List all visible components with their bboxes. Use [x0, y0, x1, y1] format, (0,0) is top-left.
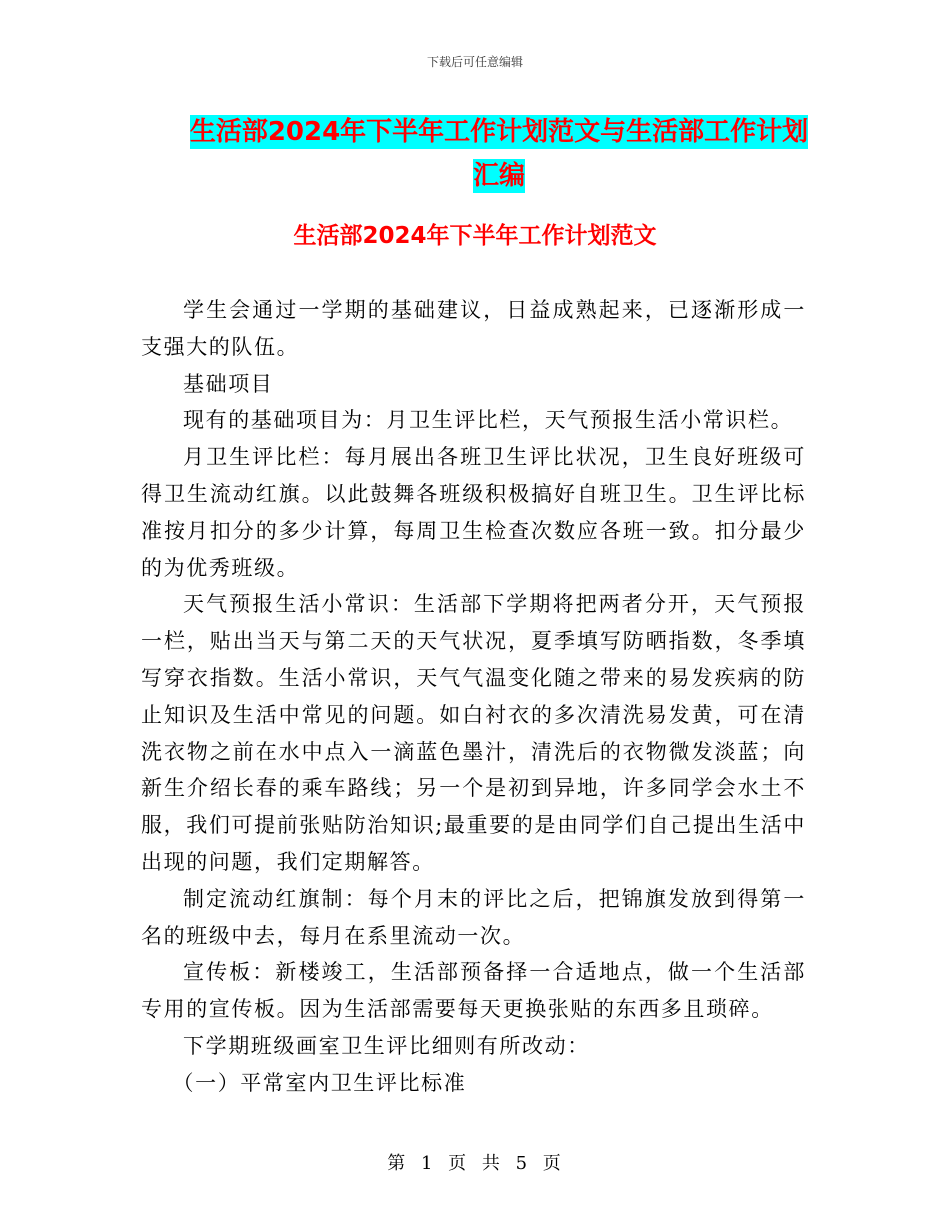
- document-body: [141, 292, 806, 1102]
- paragraph: 学生会通过一学期的基础建议，日益成熟起来，已逐渐形成一支强大的队伍。: [141, 298, 806, 359]
- title-highlight: 生活部2024年下半年工作计划范文与生活部工作计划汇编: [189, 117, 809, 191]
- paragraph: （一）平常室内卫生评比标准: [172, 1070, 467, 1095]
- paragraph: 天气预报生活小常识：生活部下学期将把两者分开，天气预报一栏，贴出当天与第二天的天气状况，夏季填写防晒指数，冬季填写穿衣指数。生活小常识，天气气温变化随之带来的易发疾病的防止知识及生活中常见的问题。如白衬衣的多次清洗易发黄，可在清洗衣物之前在水中点入一滴蓝色墨汁，清洗后的衣物微发淡蓝；向新生介绍长春的乘车路线；另一个是初到异地，许多同学会水土不服，我们可提前张贴防治知识;最重要的是由同学们自己提出生活中出现的问题，我们定期解答。: [141, 592, 806, 874]
- page-number: 第 1 页 共 5 页: [387, 1153, 563, 1174]
- paragraph: 基础项目: [183, 371, 274, 396]
- page-header-note: 下载后可任意编辑: [426, 55, 523, 69]
- paragraph: 下学期班级画室卫生评比细则有所改动：: [183, 1033, 590, 1058]
- paragraph: 现有的基础项目为：月卫生评比栏，天气预报生活小常识栏。: [183, 408, 794, 433]
- paragraph: 月卫生评比栏：每月展出各班卫生评比状况，卫生良好班级可得卫生流动红旗。以此鼓舞各班级积极搞好自班卫生。卫生评比标准按月扣分的多少计算，每周卫生检查次数应各班一致。扣分最少的为优秀班级。: [141, 445, 806, 580]
- paragraph: 制定流动红旗制：每个月末的评比之后，把锦旗发放到得第一名的班级中去，每月在系里流动一次。: [141, 886, 806, 948]
- document-title: [187, 110, 811, 198]
- section-title: 生活部2024年下半年工作计划范文: [293, 223, 657, 249]
- paragraph: 宣传板：新楼竣工，生活部预备择一合适地点，做一个生活部专用的宣传板。因为生活部需要每天更换张贴的东西多且琐碎。: [141, 960, 806, 1022]
